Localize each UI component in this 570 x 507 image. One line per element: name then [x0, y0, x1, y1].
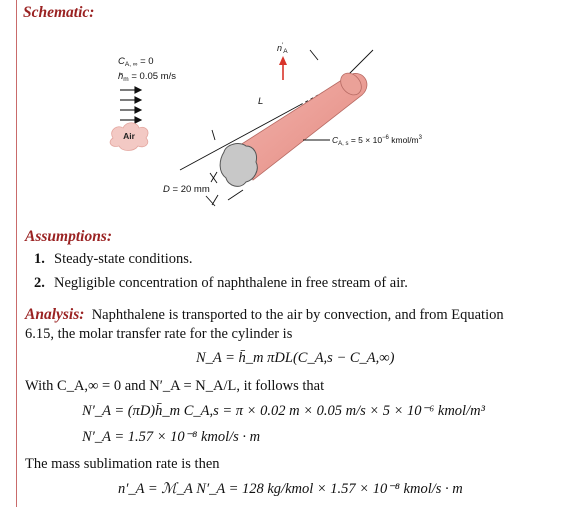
assumptions-heading: Assumptions: — [25, 228, 113, 245]
equation-molar-rate: N_A = h̄_m πDL(C_A,s − C_A,∞) — [196, 350, 395, 366]
flux-arrow — [279, 56, 287, 80]
svg-text:Air: Air — [123, 131, 135, 141]
diameter-label: D = 20 mm — [163, 184, 210, 195]
schematic-heading: Schematic: — [23, 4, 95, 21]
air-flow-arrows — [120, 87, 141, 123]
length-label: L — [258, 96, 264, 107]
flux-label: $n'_A$ — [277, 42, 288, 55]
air-mass-transfer-coef: $h̄_m = 0.05$ m/s — [118, 71, 176, 83]
assumption-item-1: 1. Steady-state conditions. — [34, 251, 193, 267]
air-cloud-icon — [110, 123, 148, 151]
equation-result: N′_A = 1.57 × 10⁻⁸ kmol/s · m — [82, 429, 261, 445]
surface-concentration: $C_{A, s} = 5 \times 10^{-6}$ kmol/$m^3$ — [332, 135, 422, 147]
air-free-stream-conc: $C_{A, \infty} = 0$ — [118, 56, 154, 68]
equation-substitution: N′_A = (πD)h̄_m C_A,s = π × 0.02 m × 0.05 m/s × 5 × 10⁻⁶ kmol/m³ — [82, 403, 485, 419]
with-condition-text: With C_A,∞ = 0 and N′_A = N_A/L, it follows that — [25, 378, 325, 394]
analysis-heading: Analysis: — [25, 306, 85, 323]
equation-mass-sublimation: n′_A = ℳ_A N′_A = 128 kg/kmol × 1.57 × 10⁻⁸ kmol/s · m — [118, 481, 463, 497]
schematic-figure — [0, 0, 570, 225]
assumption-item-2: 2. Negligible concentration of naphthalene in free stream of air. — [34, 275, 408, 291]
naphthalene-cylinder — [220, 69, 367, 186]
analysis-paragraph-line1: Analysis: Naphthalene is transported to the air by convection, and from Equation — [25, 306, 504, 323]
mass-rate-text: The mass sublimation rate is then — [25, 456, 220, 472]
analysis-paragraph-line2: 6.15, the molar transfer rate for the cylinder is — [25, 326, 293, 342]
